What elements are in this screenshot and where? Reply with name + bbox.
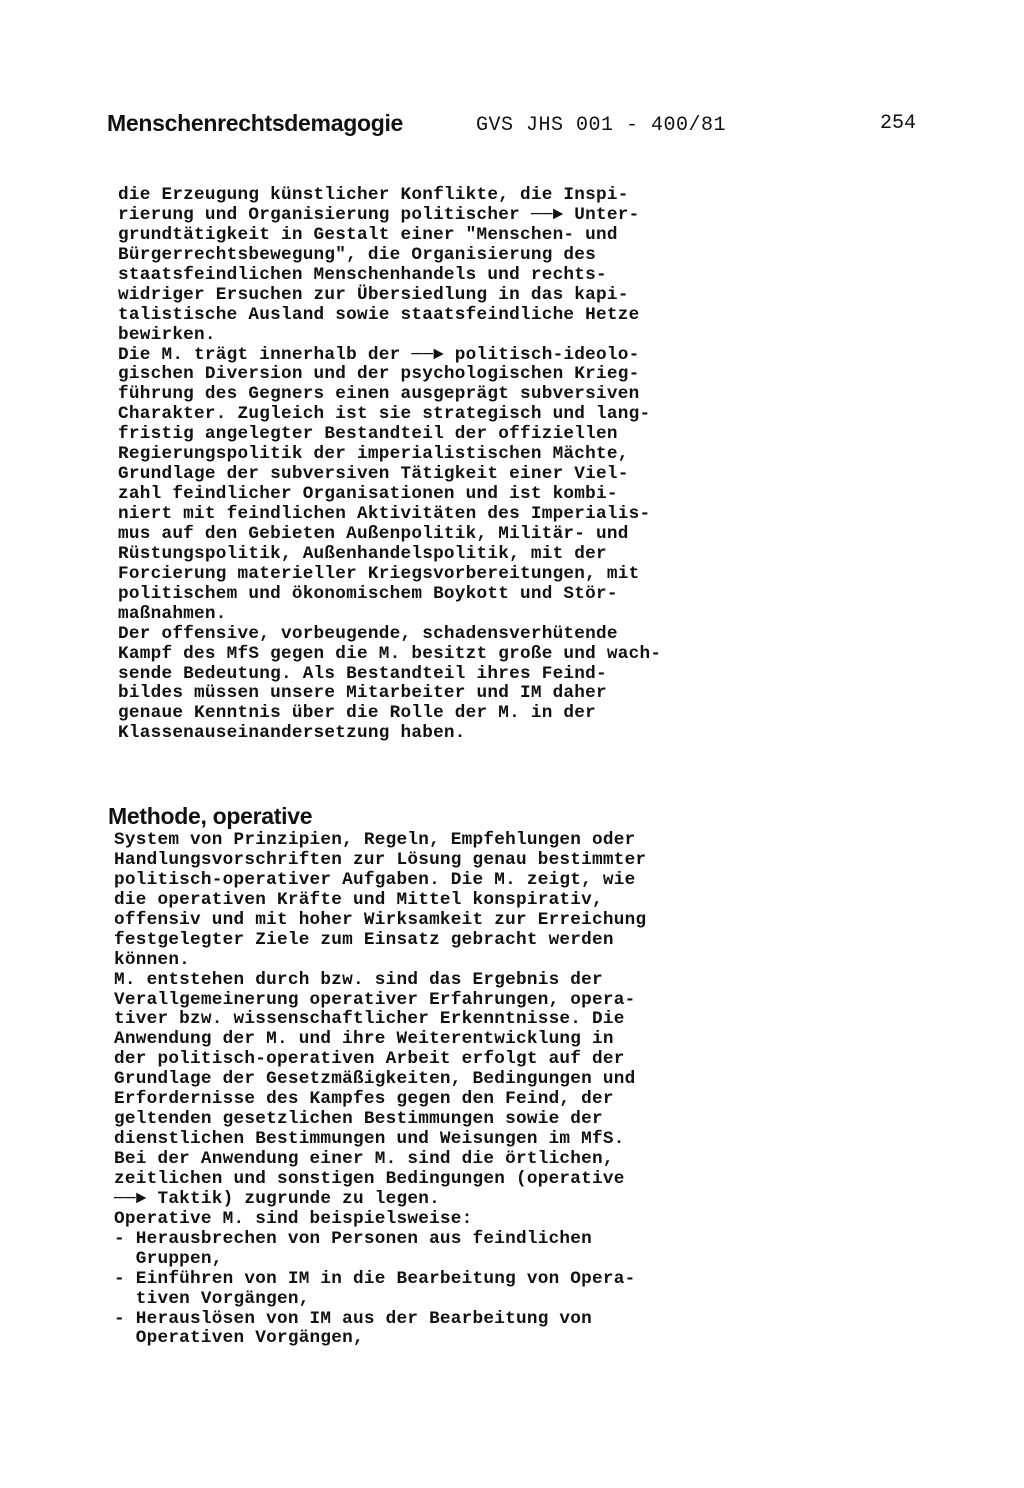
text-line: sende Bedeutung. Als Bestandteil ihres Feind-	[118, 663, 607, 684]
text-line: Grundlage der Gesetzmäßigkeiten, Bedingungen und	[114, 1069, 636, 1090]
text-line: ──► Taktik) zugrunde zu legen.	[114, 1188, 440, 1209]
text-line: Anwendung der M. und ihre Weiterentwicklung in	[114, 1029, 614, 1050]
text-line: widriger Ersuchen zur Übersiedlung in das kapi-	[118, 284, 629, 305]
text-line: mus auf den Gebieten Außenpolitik, Militär- und	[118, 523, 629, 544]
text-line: fristig angelegter Bestandteil der offiziellen	[118, 424, 618, 445]
text-line: bewirken.	[118, 324, 216, 345]
text-line: Bei der Anwendung einer M. sind die örtlichen,	[114, 1149, 614, 1169]
text-line: gischen Diversion und der psychologischen Krieg-	[118, 364, 640, 385]
text-line: Verallgemeinerung operativer Erfahrungen, opera-	[114, 989, 636, 1010]
text-line: zahl feindlicher Organisationen und ist kombi-	[118, 484, 618, 505]
entry-methode-operative-text	[114, 831, 646, 1349]
text-line: Rüstungspolitik, Außenhandelspolitik, mit der	[118, 543, 607, 564]
text-line: Regierungspolitik der imperialistischen Mächte,	[118, 444, 629, 465]
text-line: System von Prinzipien, Regeln, Empfehlungen oder	[114, 830, 636, 850]
list-item: - Herausbrechen von Personen aus feindlichen	[114, 1228, 593, 1249]
text-line: zeitlichen und sonstigen Bedingungen (operative	[114, 1168, 625, 1189]
text-line: Erfordernisse des Kampfes gegen den Feind, der	[114, 1089, 614, 1110]
text-line: der politisch-operativen Arbeit erfolgt auf der	[114, 1049, 625, 1070]
list-item-continuation: Operativen Vorgängen,	[114, 1328, 364, 1349]
text-line: genaue Kenntnis über die Rolle der M. in der	[118, 703, 597, 724]
text-line: politischem und ökonomischem Boykott und Stör-	[118, 583, 618, 604]
text-line: dienstlichen Bestimmungen und Weisungen im MfS.	[114, 1129, 625, 1150]
running-head-title: Menschenrechtsdemagogie	[107, 110, 404, 136]
text-line: bildes müssen unsere Mitarbeiter und IM daher	[118, 683, 607, 704]
text-line: tiver bzw. wissenschaftlicher Erkenntnisse. Die	[114, 1009, 625, 1030]
text-line: Klassenauseinandersetzung haben.	[118, 723, 466, 744]
text-line: können.	[114, 949, 191, 970]
text-line: M. entstehen durch bzw. sind das Ergebnis der	[114, 969, 603, 990]
text-line: Forcierung materieller Kriegsvorbereitungen, mit	[118, 563, 640, 584]
text-line: talistische Ausland sowie staatsfeindliche Hetze	[118, 304, 640, 325]
list-item: - Herauslösen von IM aus der Bearbeitung von	[114, 1308, 593, 1329]
document-reference: GVS JHS 001 - 400/81	[476, 114, 727, 137]
text-line: niert mit feindlichen Aktivitäten des Imperialis-	[118, 504, 651, 524]
text-line: rierung und Organisierung politischer ──► Unter-	[118, 204, 640, 225]
text-line: die Erzeugung künstlicher Konflikte, die Inspi-	[118, 185, 629, 205]
text-line: festgelegter Ziele zum Einsatz gebracht werden	[114, 929, 614, 950]
text-line: Handlungsvorschriften zur Lösung genau bestimmter	[114, 849, 647, 870]
text-line: maßnahmen.	[118, 603, 227, 624]
entry-heading-methode-operative: Methode, operative	[108, 803, 313, 829]
text-line: die operativen Kräfte und Mittel konspirativ,	[114, 889, 603, 910]
text-line: geltenden gesetzlichen Bestimmungen sowie der	[114, 1109, 603, 1130]
entry-menschenrechtsdemagogie-text	[118, 186, 661, 744]
list-item-continuation: Gruppen,	[114, 1248, 223, 1269]
text-line: Charakter. Zugleich ist sie strategisch und lang-	[118, 404, 651, 425]
list-item-continuation: tiven Vorgängen,	[114, 1288, 310, 1309]
text-line: führung des Gegners einen ausgeprägt subversiven	[118, 384, 640, 405]
text-line: politisch-operativer Aufgaben. Die M. zeigt, wie	[114, 869, 636, 890]
page-number: 254	[880, 112, 917, 135]
text-line: grundtätigkeit in Gestalt einer "Menschen- und	[118, 224, 618, 245]
text-line: Der offensive, vorbeugende, schadensverhütende	[118, 623, 618, 644]
list-item: - Einführen von IM in die Bearbeitung von Opera-	[114, 1268, 636, 1289]
text-line: staatsfeindlichen Menschenhandels und rechts-	[118, 264, 607, 285]
text-line: Bürgerrechtsbewegung", die Organisierung des	[118, 244, 597, 265]
text-line: Die M. trägt innerhalb der ──► politisch-ideolo-	[118, 344, 640, 365]
text-line: offensiv und mit hoher Wirksamkeit zur Erreichung	[114, 909, 647, 930]
text-line: Grundlage der subversiven Tätigkeit einer Viel-	[118, 464, 629, 485]
text-line: Kampf des MfS gegen die M. besitzt große und wach-	[118, 643, 662, 664]
text-line: Operative M. sind beispielsweise:	[114, 1208, 473, 1229]
